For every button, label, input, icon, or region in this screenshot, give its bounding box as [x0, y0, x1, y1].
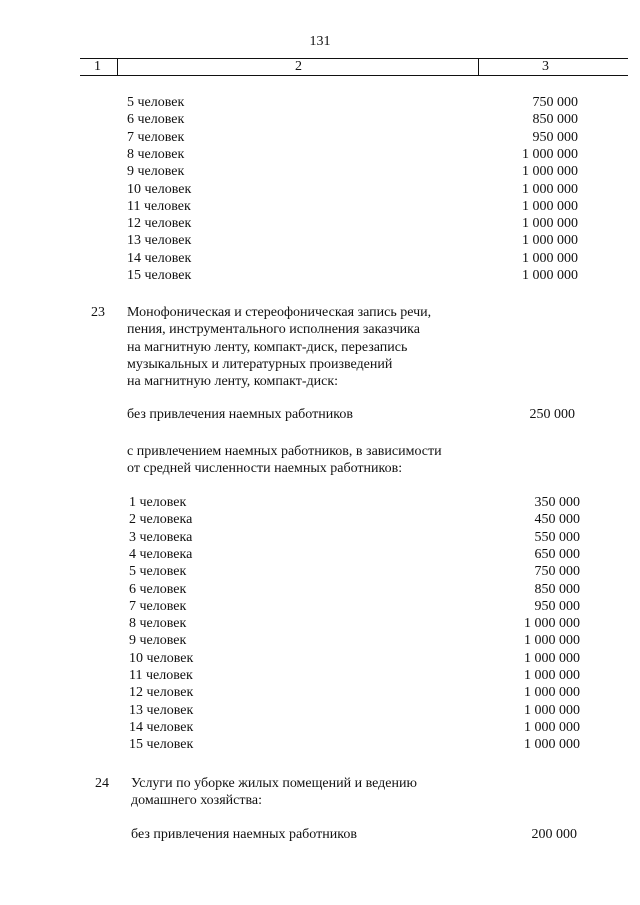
column-divider	[117, 59, 118, 75]
rate-row-label: 11 человек	[129, 668, 193, 683]
rate-row-value: 950 000	[532, 129, 578, 145]
rate-row-label: 14 человек	[129, 719, 194, 735]
rate-row-label: 12 человек	[129, 685, 194, 701]
rate-row-value: 1 000 000	[524, 685, 580, 701]
item-24-no-workers-label: без привлечения наемных работников	[131, 827, 357, 842]
rate-row-label: 11 человек	[127, 198, 191, 214]
item-23-no-workers-value: 250 000	[529, 407, 575, 422]
header-col-1: 1	[94, 59, 101, 74]
rate-row-value: 1 000 000	[522, 198, 578, 214]
rate-row-value: 750 000	[532, 95, 578, 110]
page-number: 131	[309, 34, 331, 49]
item-23-no-workers-label: без привлечения наемных работников	[127, 407, 353, 422]
item-24-number: 24	[95, 776, 109, 791]
item-24-title: Услуги по уборке жилых помещений и ведению домашнего хозяйства:	[131, 776, 417, 809]
rate-row-label: 5 человек	[127, 95, 185, 110]
rate-row-value: 350 000	[534, 495, 580, 510]
rate-row-label: 12 человек	[127, 216, 192, 232]
rate-row-label: 5 человек	[129, 564, 187, 580]
rate-row-label: 13 человек	[129, 702, 194, 718]
rate-row-value: 950 000	[534, 598, 580, 614]
rate-row-label: 14 человек	[127, 250, 192, 266]
rate-row-value: 1 000 000	[524, 650, 580, 666]
rate-row-label: 4 человека	[129, 546, 193, 562]
rate-row-value: 850 000	[532, 112, 578, 128]
rate-row-value: 1 000 000	[524, 616, 580, 632]
rate-row-label: 2 человека	[129, 512, 193, 528]
rate-row-value: 550 000	[534, 529, 580, 545]
item-23-with-workers-label: с привлечением наемных работников, в зависимости от средней численности наемных работников:	[127, 444, 442, 477]
rate-row-value: 1 000 000	[524, 668, 580, 683]
rate-row-value: 1 000 000	[524, 737, 580, 753]
rate-row-value: 1 000 000	[522, 233, 578, 249]
item-24-no-workers-value: 200 000	[531, 827, 577, 842]
rate-row-label: 8 человек	[127, 146, 185, 162]
rate-row-value: 850 000	[534, 581, 580, 597]
rate-row-value: 1 000 000	[522, 250, 578, 266]
rate-row-label: 6 человек	[127, 112, 185, 128]
rate-row-label: 1 человек	[129, 495, 187, 510]
rate-row-value: 1 000 000	[524, 633, 580, 649]
item-23-number: 23	[91, 305, 105, 320]
rate-row-label: 8 человек	[129, 616, 187, 632]
header-col-2: 2	[295, 59, 302, 74]
rate-row-label: 9 человек	[127, 164, 185, 180]
rate-row-value: 1 000 000	[524, 719, 580, 735]
rate-row-label: 6 человек	[129, 581, 187, 597]
rate-row-value: 1 000 000	[522, 181, 578, 197]
rate-row-label: 3 человека	[129, 529, 193, 545]
rate-row-value: 450 000	[534, 512, 580, 528]
rate-row-value: 1 000 000	[522, 216, 578, 232]
rate-row-value: 1 000 000	[522, 268, 578, 283]
rate-row-value: 1 000 000	[522, 164, 578, 180]
rate-row-value: 750 000	[534, 564, 580, 580]
rate-row-value: 1 000 000	[524, 702, 580, 718]
rate-row-value: 650 000	[534, 546, 580, 562]
rate-row-label: 7 человек	[129, 598, 187, 614]
table-header	[80, 58, 628, 76]
rate-row-label: 9 человек	[129, 633, 187, 649]
rate-row-label: 15 человек	[129, 737, 194, 753]
header-col-3: 3	[542, 59, 549, 74]
rate-row-label: 10 человек	[127, 181, 192, 197]
rate-row-label: 7 человек	[127, 129, 185, 145]
rate-row-label: 10 человек	[129, 650, 194, 666]
column-divider	[478, 59, 479, 75]
rate-row-value: 1 000 000	[522, 146, 578, 162]
rate-row-label: 15 человек	[127, 268, 192, 283]
rate-row-label: 13 человек	[127, 233, 192, 249]
item-23-title: Монофоническая и стереофоническая запись речи, пения, инструментального исполнения заказчика на магнитную ленту, компакт-диск, перезапись музыкальных и литературных произведений на магнитную ленту, компакт-диск:	[127, 305, 432, 390]
